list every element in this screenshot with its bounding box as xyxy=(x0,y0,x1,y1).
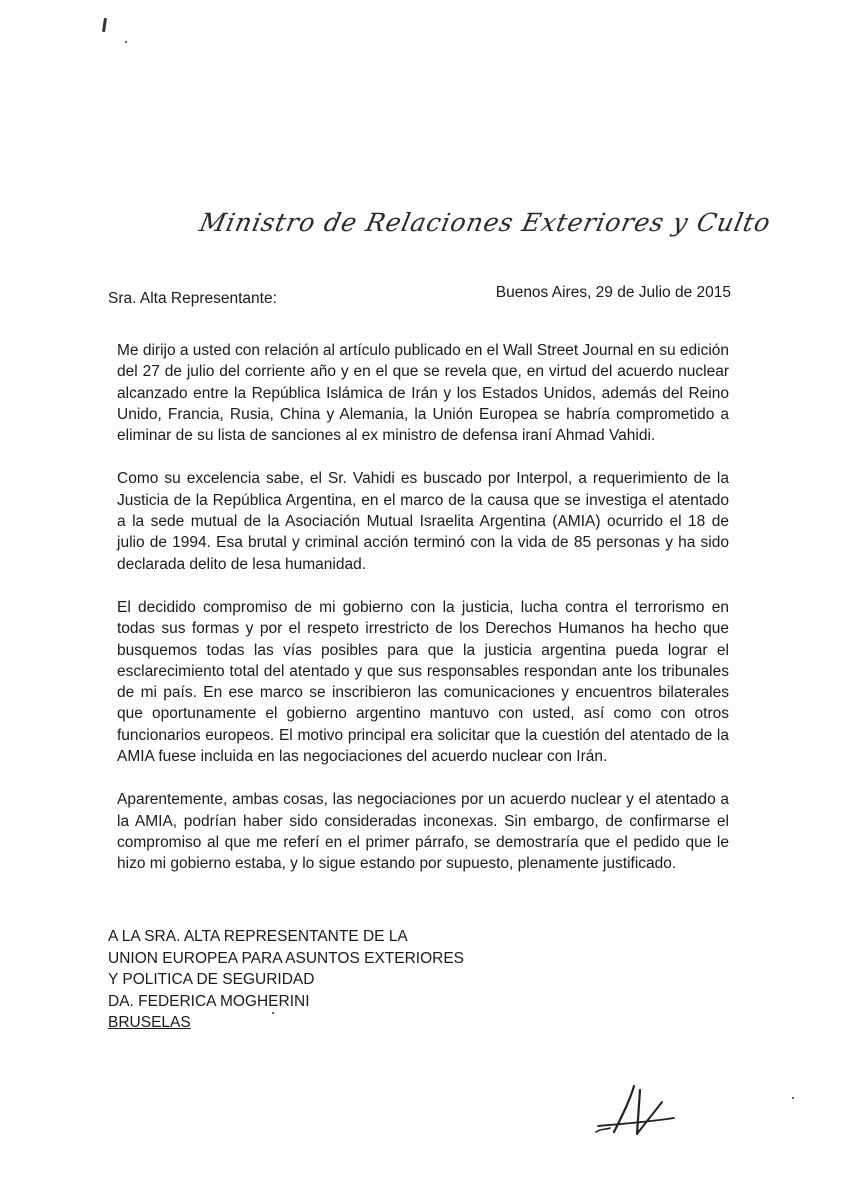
address-line-3: Y POLITICA DE SEGURIDAD xyxy=(108,971,315,988)
letterhead: Ministro de Relaciones Exteriores y Culto xyxy=(196,208,774,237)
scan-speck xyxy=(125,41,127,43)
scan-speck xyxy=(792,1097,794,1099)
paragraph-3: El decidido compromiso de mi gobierno con la justicia, lucha contra el terrorismo en todas sus formas y por el respeto irrestricto de los Derechos Humanos ha hecho que busquemos todas las vías posibles para que la justicia argentina pueda lograr el esclarecimiento total del atentado y que sus responsables respondan ante los tribunales de mi país. En ese marco se inscribieron las comunicaciones y encuentros bilaterales que oportunamente el gobierno argentino mantuvo con usted, así como con otros funcionarios europeos. El motivo principal era solicitar que la cuestión del atentado de la AMIA fuese incluida en las negociaciones del acuerdo nuclear con Irán. xyxy=(117,598,729,766)
address-line-4: DA. FEDERICA MOGHERINI xyxy=(108,992,310,1010)
address-line-1: A LA SRA. ALTA REPRESENTANTE DE LA xyxy=(108,928,408,945)
address-city: BRUSELAS xyxy=(108,1014,191,1031)
paragraph-4: Aparentemente, ambas cosas, las negociaciones por un acuerdo nuclear y el atentado a la AMIA, podrían haber sido consideradas inconexas. Sin embargo, de confirmarse el compromiso al que me referí en el primer párrafo, se demostraría que el pedido que le hizo mi gobierno estaba, y lo sigue estando por supuesto, plenamente justificado. xyxy=(117,791,729,873)
salutation: Sra. Alta Representante: xyxy=(108,290,277,307)
letter-date: Buenos Aires, 29 de Julio de 2015 xyxy=(495,284,731,301)
address-line-2: UNION EUROPEA PARA ASUNTOS EXTERIORES xyxy=(108,949,465,967)
paragraph-1: Me dirijo a usted con relación al artículo publicado en el Wall Street Journal en su edición del 27 de julio del corriente año y en el que se revela que, en virtud del acuerdo nuclear alcanzado entre la República Islámica de Irán y los Estados Unidos, además del Reino Unido, Francia, Rusia, China y Alemania, la Unión Europea se habría comprometido a eliminar de su lista de sanciones al ex ministro de defensa iraní Ahmad Vahidi. xyxy=(117,342,730,445)
letter-body xyxy=(117,340,729,897)
paragraph-2: Como su excelencia sabe, el Sr. Vahidi es buscado por Interpol, a requerimiento de la Justicia de la República Argentina, en el marco de la causa que se investiga el atentado a la sede mutual de la Asociación Mutual Israelita Argentina (AMIA) ocurrido el 18 de julio de 1994. Esa brutal y criminal acción terminó con la vida de 85 personas y ha sido declarada delito de lesa humanidad. xyxy=(117,470,729,573)
scan-speck xyxy=(102,18,107,32)
recipient-address xyxy=(108,926,464,1034)
handwritten-signature xyxy=(590,1080,680,1140)
